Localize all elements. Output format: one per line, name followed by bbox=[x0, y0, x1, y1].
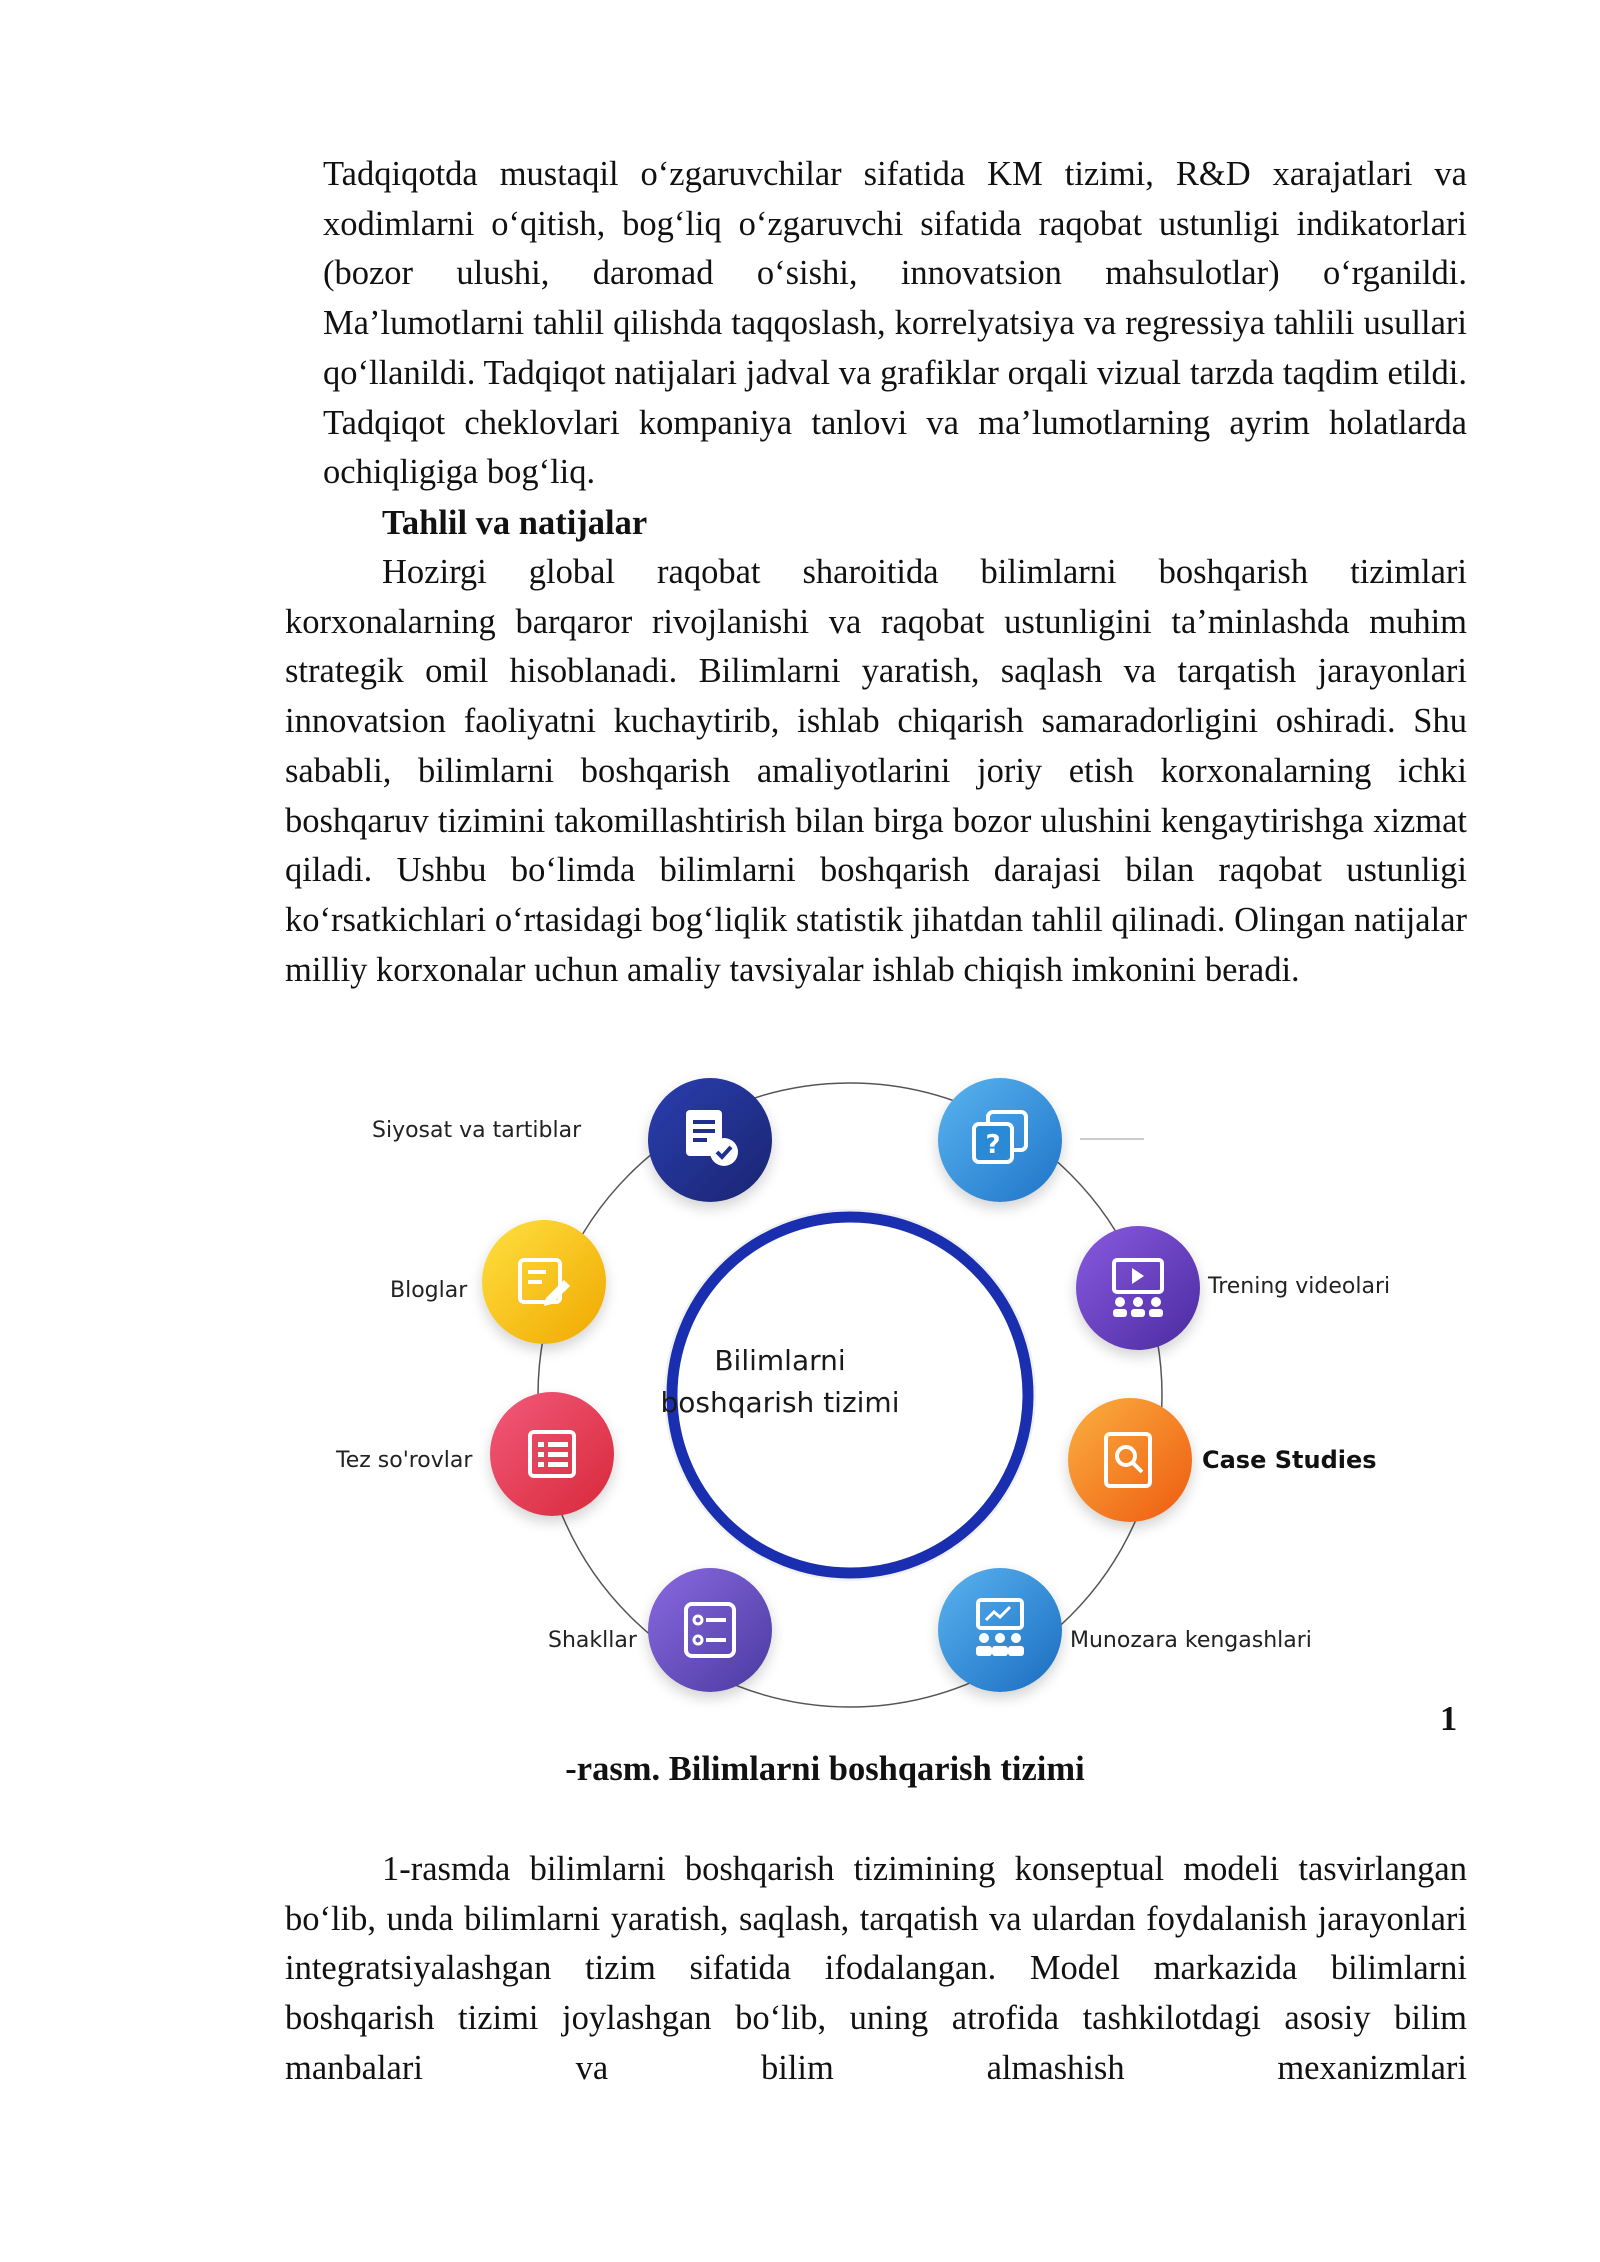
edit-note-icon bbox=[482, 1220, 606, 1344]
km-system-diagram bbox=[320, 1060, 1440, 1720]
forms-node bbox=[648, 1568, 772, 1692]
case-studies-node bbox=[1068, 1398, 1192, 1522]
faq-label-placeholder bbox=[1080, 1138, 1144, 1140]
document-check-icon bbox=[648, 1078, 772, 1202]
label-surveys: Tez so'rovlar bbox=[336, 1448, 473, 1473]
paragraph-methods-text: Tadqiqotda mustaqil o‘zgaruvchilar sifatida KM tizimi, R&D xarajatlari va xodimlarni o‘qitish, bog‘liq o‘zgaruvchi sifatida raqobat ustunligi indikatorlari (bozor ulushi, daromad o‘sishi, innovatsion mahsulotlar) o‘rganildi. Ma’lumotlarni tahlil qilishda taqqoslash, korrelyatsiya va regressiya tahlili usullari qo‘llanildi. Tadqiqot natijalari jadval va grafiklar orqali vizual tarzda taqdim etildi. Tadqiqot cheklovlari kompaniya tanlovi va ma’lumotlarning ayrim holatlarda ochiqligiga bog‘liq. bbox=[323, 155, 1467, 492]
faq-node bbox=[938, 1078, 1062, 1202]
form-list-icon bbox=[648, 1568, 772, 1692]
paragraph-analysis bbox=[285, 548, 1467, 995]
section-heading: Tahlil va natijalar bbox=[382, 504, 648, 542]
label-case-studies: Case Studies bbox=[1202, 1446, 1377, 1474]
center-title-line1: Bilimlarni bbox=[714, 1344, 846, 1377]
label-councils: Munozara kengashlari bbox=[1070, 1628, 1312, 1653]
document-search-icon bbox=[1068, 1398, 1192, 1522]
training-node bbox=[1076, 1226, 1200, 1350]
surveys-node bbox=[490, 1392, 614, 1516]
paragraph-model bbox=[285, 1845, 1467, 2094]
label-forms: Shakllar bbox=[548, 1628, 637, 1653]
policies-node bbox=[648, 1078, 772, 1202]
paragraph-methods bbox=[285, 150, 1467, 498]
blogs-node bbox=[482, 1220, 606, 1344]
question-chat-icon bbox=[938, 1078, 1062, 1202]
label-training: Trening videolari bbox=[1208, 1274, 1391, 1299]
paragraph-model-text: 1-rasmda bilimlarni boshqarish tizimining konseptual modeli tasvirlangan bo‘lib, unda bilimlarni yaratish, saqlash, tarqatish va ulardan foydalanish jarayonlari integratsiyalashgan tizim sifatida ifodalangan. Model markazida bilimlarni boshqarish tizimi joylashgan bo‘lib, uning atrofida tashkilotdagi asosiy bilim manbalari va bilim almashish mexanizmlari bbox=[285, 1850, 1467, 2087]
center-title bbox=[660, 1340, 900, 1424]
svg-text:?: ? bbox=[985, 1130, 1001, 1160]
figure-caption: -rasm. Bilimlarni boshqarish tizimi bbox=[565, 1750, 1085, 1788]
quick-list-icon bbox=[490, 1392, 614, 1516]
label-policies: Siyosat va tartiblar bbox=[372, 1118, 582, 1143]
figure-number: 1 bbox=[1440, 1700, 1458, 1738]
center-title-line2: boshqarish tizimi bbox=[660, 1386, 900, 1419]
meeting-board-icon bbox=[938, 1568, 1062, 1692]
label-blogs: Bloglar bbox=[390, 1278, 468, 1303]
paragraph-analysis-text: Hozirgi global raqobat sharoitida bilimlarni boshqarish tizimlari korxonalarning barqaror rivojlanishi va raqobat ustunligini ta’minlashda muhim strategik omil hisoblanadi. Bilimlarni yaratish, saqlash va tarqatish jarayonlari innovatsion faoliyatni kuchaytirib, ishlab chiqarish samaradorligini oshiradi. Shu sababli, bilimlarni boshqarish amaliyotlarini joriy etish korxonalarning ichki boshqaruv tizimini takomillashtirish bilan birga bozor ulushini kengaytirishga xizmat qiladi. Ushbu bo‘limda bilimlarni boshqarish darajasi bilan raqobat ustunligi ko‘rsatkichlari o‘rtasidagi bog‘liqlik statistik jihatdan tahlil qilinadi. Olingan natijalar milliy korxonalar uchun amaliy tavsiyalar ishlab chiqish imkonini beradi. bbox=[285, 553, 1467, 989]
councils-node bbox=[938, 1568, 1062, 1692]
video-training-icon bbox=[1076, 1226, 1200, 1350]
